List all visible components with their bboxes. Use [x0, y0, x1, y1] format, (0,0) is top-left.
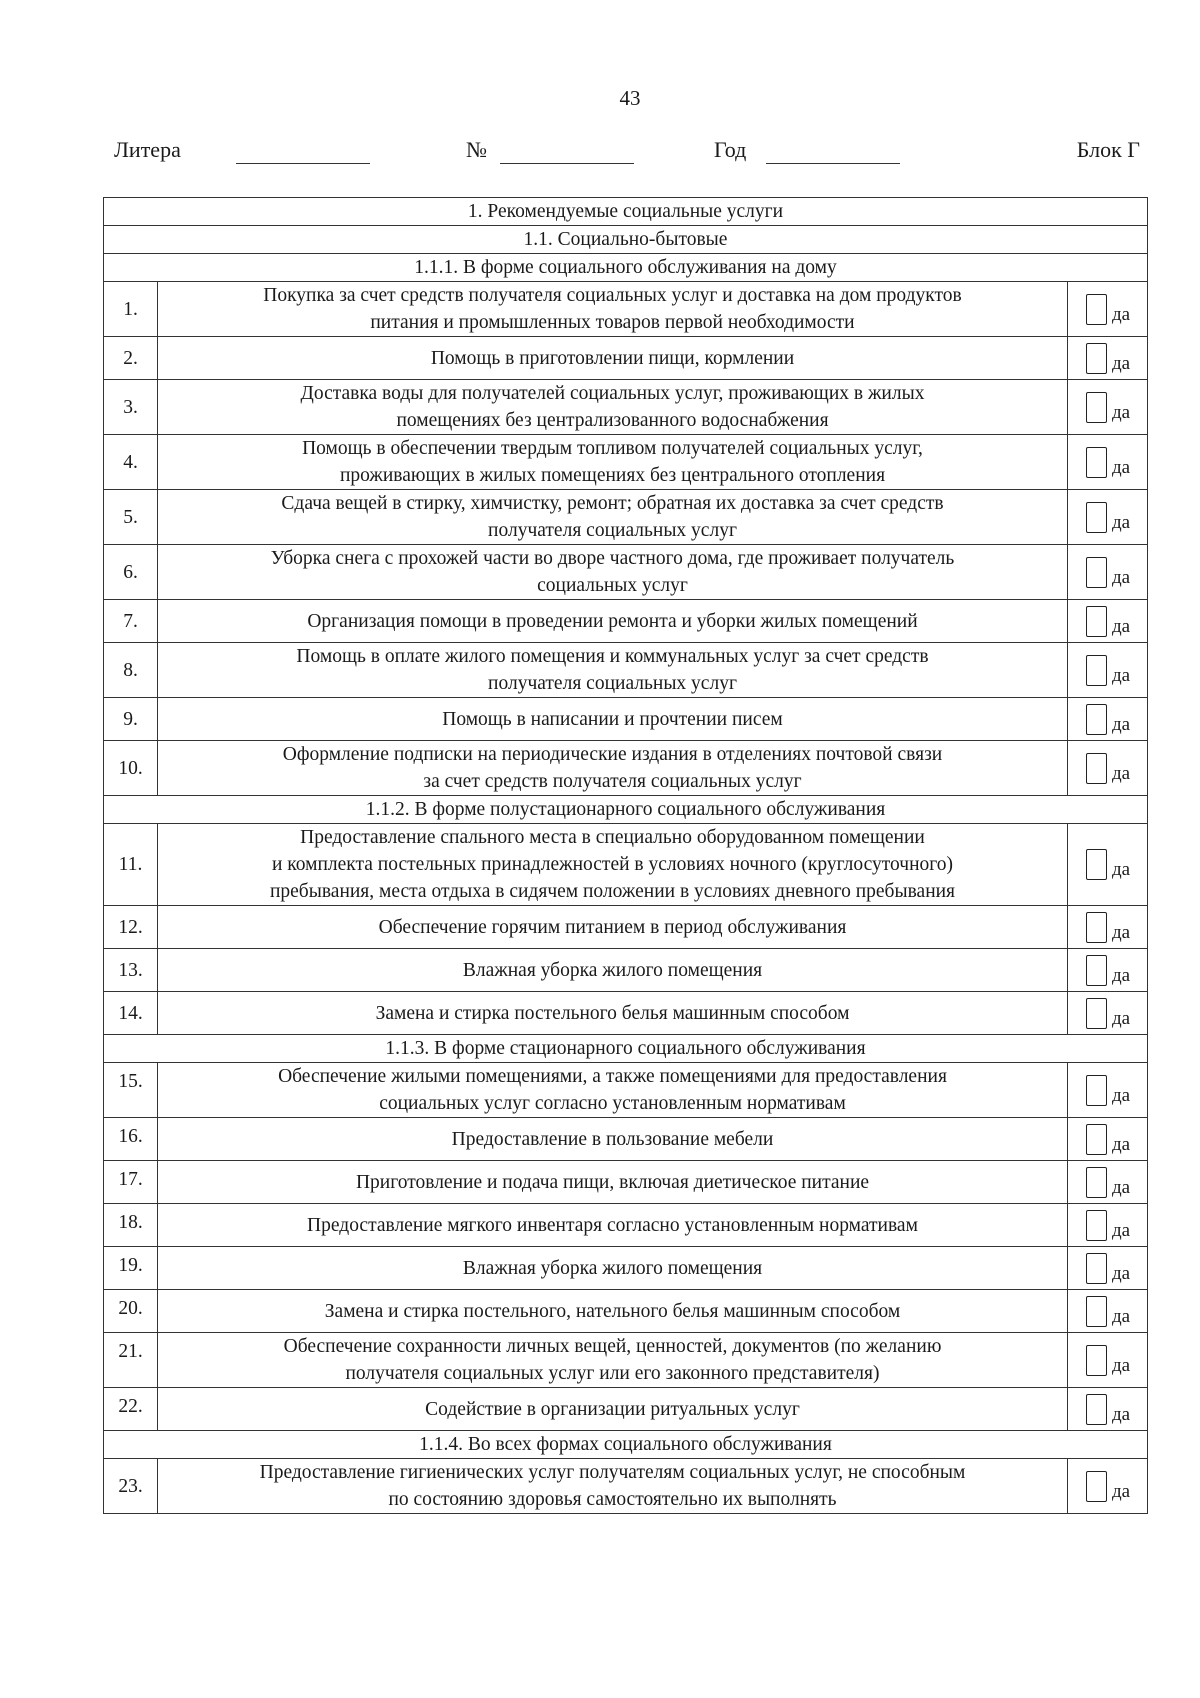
- service-description: [158, 1459, 1068, 1514]
- service-description: [158, 741, 1068, 796]
- service-row: [104, 992, 1148, 1035]
- service-number: 23.: [104, 1459, 158, 1514]
- service-description: [158, 643, 1068, 698]
- yes-label: да: [1112, 1176, 1131, 1198]
- service-description-line: пребывания, места отдыха в сидячем положении в условиях дневного пребывания: [269, 881, 956, 902]
- service-row: [104, 435, 1148, 490]
- service-description: [158, 906, 1068, 949]
- yes-label: да: [1112, 964, 1131, 986]
- yes-checkbox[interactable]: [1086, 606, 1107, 637]
- service-number: 16.: [104, 1118, 158, 1161]
- yes-checkbox[interactable]: [1086, 343, 1107, 374]
- service-description-line: Предоставление спального места в специально оборудованном помещении: [300, 827, 925, 848]
- yes-checkbox[interactable]: [1086, 849, 1107, 880]
- year-field[interactable]: [766, 163, 900, 164]
- yes-label: да: [1112, 762, 1131, 784]
- yes-checkbox[interactable]: [1086, 1394, 1107, 1425]
- yes-label: да: [1112, 1354, 1131, 1376]
- service-description: [158, 949, 1068, 992]
- yes-label: да: [1112, 1480, 1131, 1502]
- service-description: [158, 380, 1068, 435]
- yes-label: да: [1112, 352, 1131, 374]
- service-description-line: Предоставление мягкого инвентаря согласно установленным нормативам: [307, 1214, 918, 1236]
- service-description-line: социальных услуг согласно установленным нормативам: [379, 1093, 846, 1114]
- yes-checkbox[interactable]: [1086, 1296, 1107, 1327]
- yes-label: да: [1112, 1219, 1131, 1241]
- service-row: [104, 643, 1148, 698]
- yes-cell: [1068, 1204, 1148, 1247]
- service-description: [158, 698, 1068, 741]
- yes-option: [1068, 1124, 1147, 1155]
- service-row: [104, 1333, 1148, 1388]
- yes-option: [1068, 447, 1147, 478]
- service-description: [158, 1118, 1068, 1161]
- yes-cell: [1068, 1333, 1148, 1388]
- service-number: 10.: [104, 741, 158, 796]
- service-description: [158, 1247, 1068, 1290]
- yes-option: [1068, 912, 1147, 943]
- yes-option: [1068, 955, 1147, 986]
- service-description-line: получателя социальных услуг: [488, 673, 737, 694]
- yes-cell: [1068, 906, 1148, 949]
- yes-option: [1068, 1167, 1147, 1198]
- section-title: 1.1.1. В форме социального обслуживания на дому: [104, 254, 1148, 282]
- service-description-line: Помощь в оплате жилого помещения и коммунальных услуг за счет средств: [296, 646, 929, 667]
- yes-cell: [1068, 698, 1148, 741]
- yes-checkbox[interactable]: [1086, 557, 1107, 588]
- table-subtitle: 1.1. Социально-бытовые: [104, 226, 1148, 254]
- yes-checkbox[interactable]: [1086, 1345, 1107, 1376]
- service-row: [104, 698, 1148, 741]
- service-number: 6.: [104, 545, 158, 600]
- yes-option: [1068, 1394, 1147, 1425]
- service-number: 12.: [104, 906, 158, 949]
- yes-label: да: [1112, 401, 1131, 423]
- yes-checkbox[interactable]: [1086, 1210, 1107, 1241]
- yes-label: да: [1112, 921, 1131, 943]
- yes-cell: [1068, 643, 1148, 698]
- service-description-line: Содействие в организации ритуальных услуг: [425, 1398, 800, 1420]
- yes-cell: [1068, 490, 1148, 545]
- yes-checkbox[interactable]: [1086, 392, 1107, 423]
- service-row: [104, 824, 1148, 906]
- services-table: [103, 197, 1148, 1514]
- yes-label: да: [1112, 713, 1131, 735]
- service-number: 15.: [104, 1063, 158, 1118]
- yes-cell: [1068, 1290, 1148, 1333]
- number-label: №: [466, 137, 487, 162]
- yes-label: да: [1112, 1133, 1131, 1155]
- service-description: [158, 282, 1068, 337]
- service-description-line: Замена и стирка постельного белья машинным способом: [375, 1002, 850, 1024]
- yes-checkbox[interactable]: [1086, 998, 1107, 1029]
- service-row: [104, 1247, 1148, 1290]
- service-description: [158, 992, 1068, 1035]
- yes-cell: [1068, 1063, 1148, 1118]
- service-row: [104, 949, 1148, 992]
- service-row: [104, 906, 1148, 949]
- yes-checkbox[interactable]: [1086, 753, 1107, 784]
- yes-option: [1068, 998, 1147, 1029]
- yes-checkbox[interactable]: [1086, 502, 1107, 533]
- litera-label: Литера: [114, 137, 181, 162]
- yes-label: да: [1112, 456, 1131, 478]
- yes-checkbox[interactable]: [1086, 704, 1107, 735]
- yes-label: да: [1112, 1305, 1131, 1327]
- service-description-line: Оформление подписки на периодические издания в отделениях почтовой связи: [282, 744, 943, 765]
- service-description-line: по состоянию здоровья самостоятельно их выполнять: [388, 1489, 837, 1510]
- yes-option: [1068, 655, 1147, 686]
- service-description-line: Сдача вещей в стирку, химчистку, ремонт; обратная их доставка за счет средств: [281, 493, 944, 514]
- service-number: 18.: [104, 1204, 158, 1247]
- yes-cell: [1068, 545, 1148, 600]
- service-description: [158, 1063, 1068, 1118]
- yes-cell: [1068, 1118, 1148, 1161]
- service-row: [104, 1459, 1148, 1514]
- service-description: [158, 435, 1068, 490]
- service-number: 11.: [104, 824, 158, 906]
- yes-label: да: [1112, 511, 1131, 533]
- service-number: 2.: [104, 337, 158, 380]
- yes-checkbox[interactable]: [1086, 1167, 1107, 1198]
- yes-checkbox[interactable]: [1086, 447, 1107, 478]
- service-number: 7.: [104, 600, 158, 643]
- service-description-line: Предоставление гигиенических услуг получателям социальных услуг, не способным: [259, 1462, 966, 1483]
- yes-label: да: [1112, 1262, 1131, 1284]
- service-row: [104, 1063, 1148, 1118]
- yes-option: [1068, 1345, 1147, 1376]
- yes-option: [1068, 753, 1147, 784]
- service-number: 8.: [104, 643, 158, 698]
- service-description-line: социальных услуг: [537, 575, 688, 596]
- yes-cell: [1068, 992, 1148, 1035]
- yes-label: да: [1112, 303, 1131, 325]
- service-row: [104, 490, 1148, 545]
- service-row: [104, 1290, 1148, 1333]
- service-description-line: и комплекта постельных принадлежностей в условиях ночного (круглосуточного): [271, 854, 954, 875]
- service-description: [158, 1204, 1068, 1247]
- service-description: [158, 490, 1068, 545]
- yes-option: [1068, 294, 1147, 325]
- form-header: [114, 137, 1140, 167]
- service-row: [104, 741, 1148, 796]
- service-description-line: питания и промышленных товаров первой необходимости: [370, 312, 855, 333]
- service-description: [158, 600, 1068, 643]
- service-row: [104, 380, 1148, 435]
- service-number: 21.: [104, 1333, 158, 1388]
- table-title: 1. Рекомендуемые социальные услуги: [104, 198, 1148, 226]
- service-row: [104, 1161, 1148, 1204]
- service-description-line: Покупка за счет средств получателя социальных услуг и доставка на дом продуктов: [263, 285, 962, 306]
- yes-cell: [1068, 1388, 1148, 1431]
- service-number: 22.: [104, 1388, 158, 1431]
- section-title: 1.1.2. В форме полустационарного социального обслуживания: [104, 796, 1148, 824]
- section-title: 1.1.3. В форме стационарного социального обслуживания: [104, 1035, 1148, 1063]
- yes-checkbox[interactable]: [1086, 955, 1107, 986]
- service-description-line: Влажная уборка жилого помещения: [462, 959, 763, 981]
- yes-cell: [1068, 741, 1148, 796]
- yes-option: [1068, 502, 1147, 533]
- yes-checkbox[interactable]: [1086, 1075, 1107, 1106]
- service-description-line: Помощь в написании и прочтении писем: [442, 708, 783, 730]
- yes-option: [1068, 1296, 1147, 1327]
- yes-cell: [1068, 1459, 1148, 1514]
- service-description-line: Предоставление в пользование мебели: [451, 1128, 774, 1150]
- service-description-line: Организация помощи в проведении ремонта и уборки жилых помещений: [307, 610, 918, 632]
- service-number: 14.: [104, 992, 158, 1035]
- yes-option: [1068, 392, 1147, 423]
- service-description-line: Уборка снега с прохожей части во дворе частного дома, где проживает получатель: [270, 548, 955, 569]
- service-description-line: Обеспечение сохранности личных вещей, ценностей, документов (по желанию: [283, 1336, 942, 1357]
- service-number: 19.: [104, 1247, 158, 1290]
- service-description-line: Помощь в приготовлении пищи, кормлении: [430, 347, 795, 369]
- yes-cell: [1068, 282, 1148, 337]
- yes-cell: [1068, 949, 1148, 992]
- service-number: 3.: [104, 380, 158, 435]
- service-number: 20.: [104, 1290, 158, 1333]
- yes-label: да: [1112, 1084, 1131, 1106]
- service-number: 13.: [104, 949, 158, 992]
- service-description: [158, 1388, 1068, 1431]
- service-description-line: Обеспечение жилыми помещениями, а также помещениями для предоставления: [278, 1066, 947, 1087]
- service-row: [104, 1118, 1148, 1161]
- service-description-line: проживающих в жилых помещениях без центрального отопления: [339, 465, 886, 486]
- service-row: [104, 337, 1148, 380]
- service-description: [158, 1290, 1068, 1333]
- yes-label: да: [1112, 859, 1131, 880]
- service-row: [104, 545, 1148, 600]
- yes-option: [1068, 1075, 1147, 1106]
- service-description-line: Обеспечение горячим питанием в период обслуживания: [378, 916, 847, 938]
- block-label: Блок Г: [1076, 137, 1140, 162]
- service-row: [104, 1388, 1148, 1431]
- yes-cell: [1068, 824, 1148, 906]
- yes-option: [1068, 1253, 1147, 1284]
- yes-checkbox[interactable]: [1086, 655, 1107, 686]
- service-row: [104, 1204, 1148, 1247]
- litera-field[interactable]: [236, 163, 370, 164]
- service-number: 1.: [104, 282, 158, 337]
- service-row: [104, 282, 1148, 337]
- yes-label: да: [1112, 615, 1131, 637]
- service-description-line: получателя социальных услуг: [488, 520, 737, 541]
- service-description: [158, 337, 1068, 380]
- service-description-line: помещениях без централизованного водоснабжения: [396, 410, 829, 431]
- service-description-line: за счет средств получателя социальных услуг: [423, 771, 802, 792]
- yes-option: [1068, 606, 1147, 637]
- yes-cell: [1068, 435, 1148, 490]
- yes-cell: [1068, 380, 1148, 435]
- yes-label: да: [1112, 1007, 1131, 1029]
- yes-option: [1068, 704, 1147, 735]
- yes-cell: [1068, 1161, 1148, 1204]
- yes-checkbox[interactable]: [1086, 912, 1107, 943]
- yes-option: [1068, 343, 1147, 374]
- year-label: Год: [714, 137, 747, 162]
- service-description-line: Доставка воды для получателей социальных услуг, проживающих в жилых: [300, 383, 925, 404]
- service-number: 5.: [104, 490, 158, 545]
- service-number: 17.: [104, 1161, 158, 1204]
- service-description: [158, 1333, 1068, 1388]
- service-description-line: Помощь в обеспечении твердым топливом получателей социальных услуг,: [302, 438, 923, 459]
- yes-checkbox[interactable]: [1086, 1124, 1107, 1155]
- yes-cell: [1068, 1247, 1148, 1290]
- service-description-line: Влажная уборка жилого помещения: [462, 1257, 763, 1279]
- service-description-line: получателя социальных услуг или его законного представителя): [345, 1363, 880, 1384]
- yes-label: да: [1112, 664, 1131, 686]
- service-description-line: Приготовление и подача пищи, включая диетическое питание: [355, 1171, 870, 1193]
- number-field[interactable]: [500, 163, 634, 164]
- service-description: [158, 1161, 1068, 1204]
- yes-option: [1068, 849, 1147, 880]
- yes-option: [1068, 1471, 1147, 1502]
- service-description-line: Замена и стирка постельного, нательного белья машинным способом: [324, 1300, 901, 1322]
- yes-option: [1068, 557, 1147, 588]
- page-number: 43: [619, 86, 641, 110]
- yes-checkbox[interactable]: [1086, 1253, 1107, 1284]
- yes-checkbox[interactable]: [1086, 1471, 1107, 1502]
- service-row: [104, 600, 1148, 643]
- yes-label: да: [1112, 1403, 1131, 1425]
- section-title: 1.1.4. Во всех формах социального обслуживания: [104, 1431, 1148, 1459]
- service-number: 4.: [104, 435, 158, 490]
- service-number: 9.: [104, 698, 158, 741]
- yes-checkbox[interactable]: [1086, 294, 1107, 325]
- yes-cell: [1068, 337, 1148, 380]
- yes-label: да: [1112, 566, 1131, 588]
- service-description: [158, 824, 1068, 906]
- yes-cell: [1068, 600, 1148, 643]
- yes-option: [1068, 1210, 1147, 1241]
- service-description: [158, 545, 1068, 600]
